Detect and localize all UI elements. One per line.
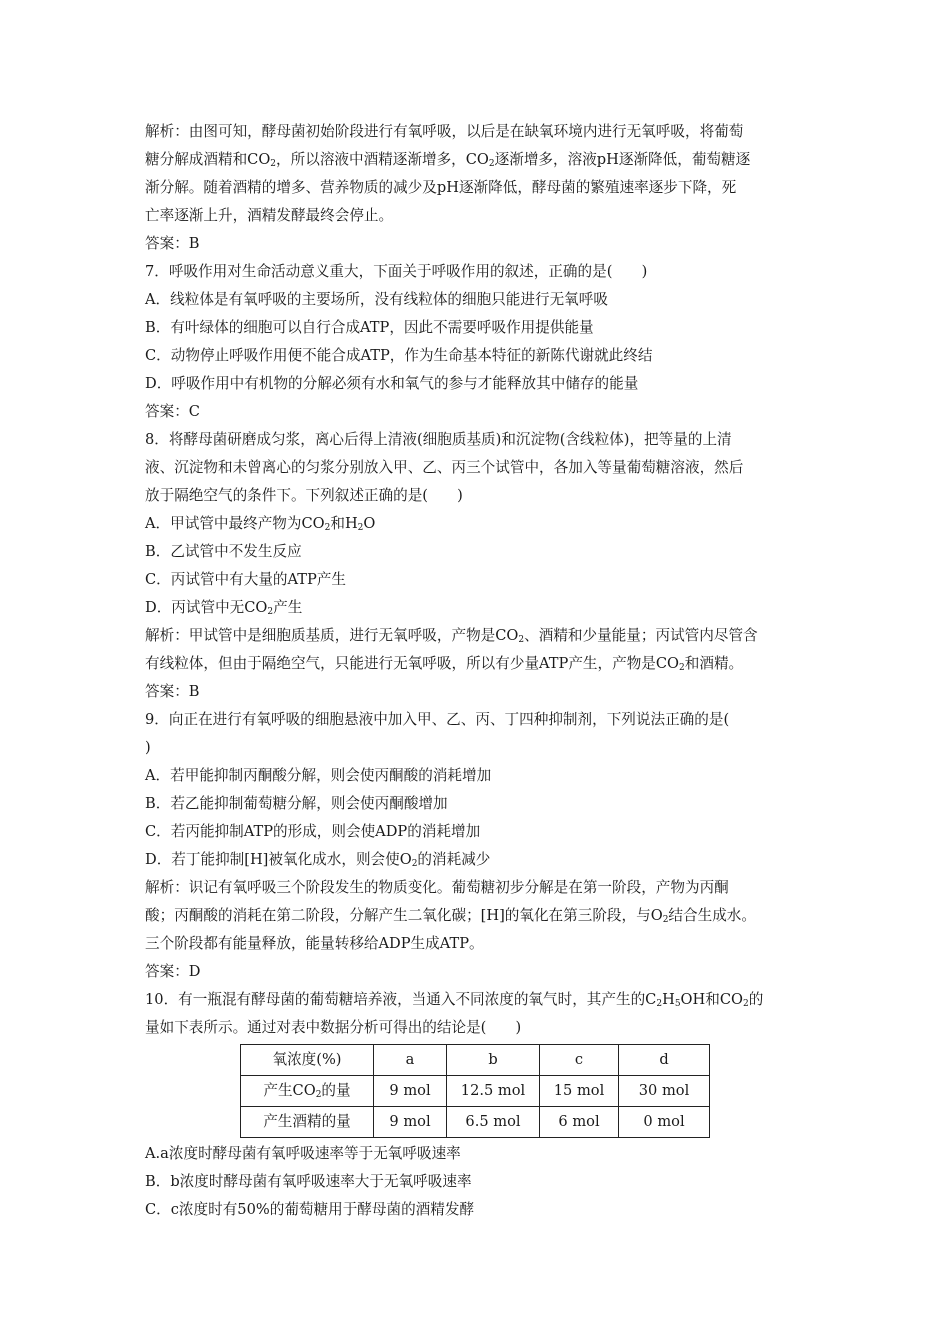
q8-answer: 答案：B (145, 683, 200, 700)
table-cell: 30 mol (619, 1076, 710, 1107)
table-header-cell: d (619, 1045, 710, 1076)
table-cell: 12.5 mol (447, 1076, 540, 1107)
q9-analysis-line: 三个阶段都有能量释放，能量转移给ADP生成ATP。 (145, 935, 484, 952)
q9-answer: 答案：D (145, 963, 201, 980)
q8-option-b: B．乙试管中不发生反应 (145, 543, 302, 560)
q7-answer: 答案：C (145, 403, 200, 420)
table-header-cell: c (540, 1045, 619, 1076)
table-cell: 15 mol (540, 1076, 619, 1107)
q9-stem-line: 9．向正在进行有氧呼吸的细胞悬液中加入甲、乙、丙、丁四种抑制剂，下列说法正确的是( (145, 711, 730, 728)
table-cell: 6 mol (540, 1107, 619, 1138)
table-cell: 9 mol (374, 1107, 447, 1138)
q7-stem: 7．呼吸作用对生命活动意义重大，下面关于呼吸作用的叙述，正确的是( ) (145, 263, 648, 280)
q7-option-b: B．有叶绿体的细胞可以自行合成ATP，因此不需要呼吸作用提供能量 (145, 319, 594, 336)
q10-data-table (240, 1044, 710, 1138)
q8-stem-line: 8．将酵母菌研磨成匀浆，离心后得上清液(细胞质基质)和沉淀物(含线粒体)，把等量的上清 (145, 431, 732, 448)
q8-stem-line: 放于隔绝空气的条件下。下列叙述正确的是( ) (145, 487, 463, 504)
q7-option-a: A．线粒体是有氧呼吸的主要场所，没有线粒体的细胞只能进行无氧呼吸 (145, 291, 608, 308)
q9-stem-line: ) (145, 739, 151, 756)
document-page (145, 118, 810, 1224)
q9-option-c: C．若丙能抑制ATP的形成，则会使ADP的消耗增加 (145, 823, 481, 840)
q8-analysis-line: 解析：甲试管中是细胞质基质，进行无氧呼吸，产物是$CO_2$、酒精和少量能量；丙试管内尽管含 (145, 627, 758, 645)
q10-stem-line: 10．有一瓶混有酵母菌的葡萄糖培养液，当通入不同浓度的氧气时，其产生的$C_2H_5OH$和$CO_2$的 (145, 991, 764, 1009)
q10-option-a: A.a浓度时酵母菌有氧呼吸速率等于无氧呼吸速率 (145, 1145, 461, 1162)
q8-option-c: C．丙试管中有大量的ATP产生 (145, 571, 346, 588)
q9-analysis-line: 酸；丙酮酸的消耗在第二阶段，分解产生二氧化碳；[H]的氧化在第三阶段，与$O_2$结合生成水。 (145, 907, 756, 925)
q6-analysis-line: 亡率逐渐上升，酒精发酵最终会停止。 (145, 207, 394, 224)
table-row (241, 1107, 710, 1138)
q6-analysis-line: 糖分解成酒精和$CO_2$，所以溶液中酒精逐渐增多，$CO_2$逐渐增多，溶液pH逐渐降低，葡萄糖逐 (145, 151, 751, 169)
table-cell: 0 mol (619, 1107, 710, 1138)
q8-stem-line: 液、沉淀物和未曾离心的匀浆分别放入甲、乙、丙三个试管中，各加入等量葡萄糖溶液，然后 (145, 459, 744, 476)
table-header-cell: a (374, 1045, 447, 1076)
table-row-label: 产生酒精的量 (241, 1107, 374, 1138)
table-cell: 6.5 mol (447, 1107, 540, 1138)
q10-option-c: C．c浓度时有50%的葡萄糖用于酵母菌的酒精发酵 (145, 1201, 475, 1218)
q9-option-b: B．若乙能抑制葡萄糖分解，则会使丙酮酸增加 (145, 795, 448, 812)
table-header-row (241, 1045, 710, 1076)
q9-option-d: D．若丁能抑制[H]被氧化成水，则会使$O_2$的消耗减少 (145, 851, 491, 869)
q9-analysis-line: 解析：识记有氧呼吸三个阶段发生的物质变化。葡萄糖初步分解是在第一阶段，产物为丙酮 (145, 879, 729, 896)
q6-analysis-line: 解析：由图可知，酵母菌初始阶段进行有氧呼吸，以后是在缺氧环境内进行无氧呼吸，将葡萄 (145, 123, 744, 140)
q7-option-d: D．呼吸作用中有机物的分解必须有水和氧气的参与才能释放其中储存的能量 (145, 375, 639, 392)
table-row-label: 产生$CO_2$的量 (241, 1076, 374, 1107)
table-header-cell: b (447, 1045, 540, 1076)
q9-option-a: A．若甲能抑制丙酮酸分解，则会使丙酮酸的消耗增加 (145, 767, 492, 784)
q10-stem-line: 量如下表所示。通过对表中数据分析可得出的结论是( ) (145, 1019, 522, 1036)
q6-answer: 答案：B (145, 235, 200, 252)
table-row (241, 1076, 710, 1107)
q8-option-a: A．甲试管中最终产物为$CO_2$和$H_2O$ (145, 515, 376, 533)
table-header-cell: 氧浓度(%) (241, 1045, 374, 1076)
q10-option-b: B．b浓度时酵母菌有氧呼吸速率大于无氧呼吸速率 (145, 1173, 472, 1190)
q8-option-d: D．丙试管中无$CO_2$产生 (145, 599, 303, 617)
q6-analysis-line: 渐分解。随着酒精的增多、营养物质的减少及pH逐渐降低，酵母菌的繁殖速率逐步下降，死 (145, 179, 737, 196)
q7-option-c: C．动物停止呼吸作用便不能合成ATP，作为生命基本特征的新陈代谢就此终结 (145, 347, 653, 364)
q8-analysis-line: 有线粒体，但由于隔绝空气，只能进行无氧呼吸，所以有少量ATP产生，产物是$CO_2$和酒精。 (145, 655, 744, 673)
table-cell: 9 mol (374, 1076, 447, 1107)
